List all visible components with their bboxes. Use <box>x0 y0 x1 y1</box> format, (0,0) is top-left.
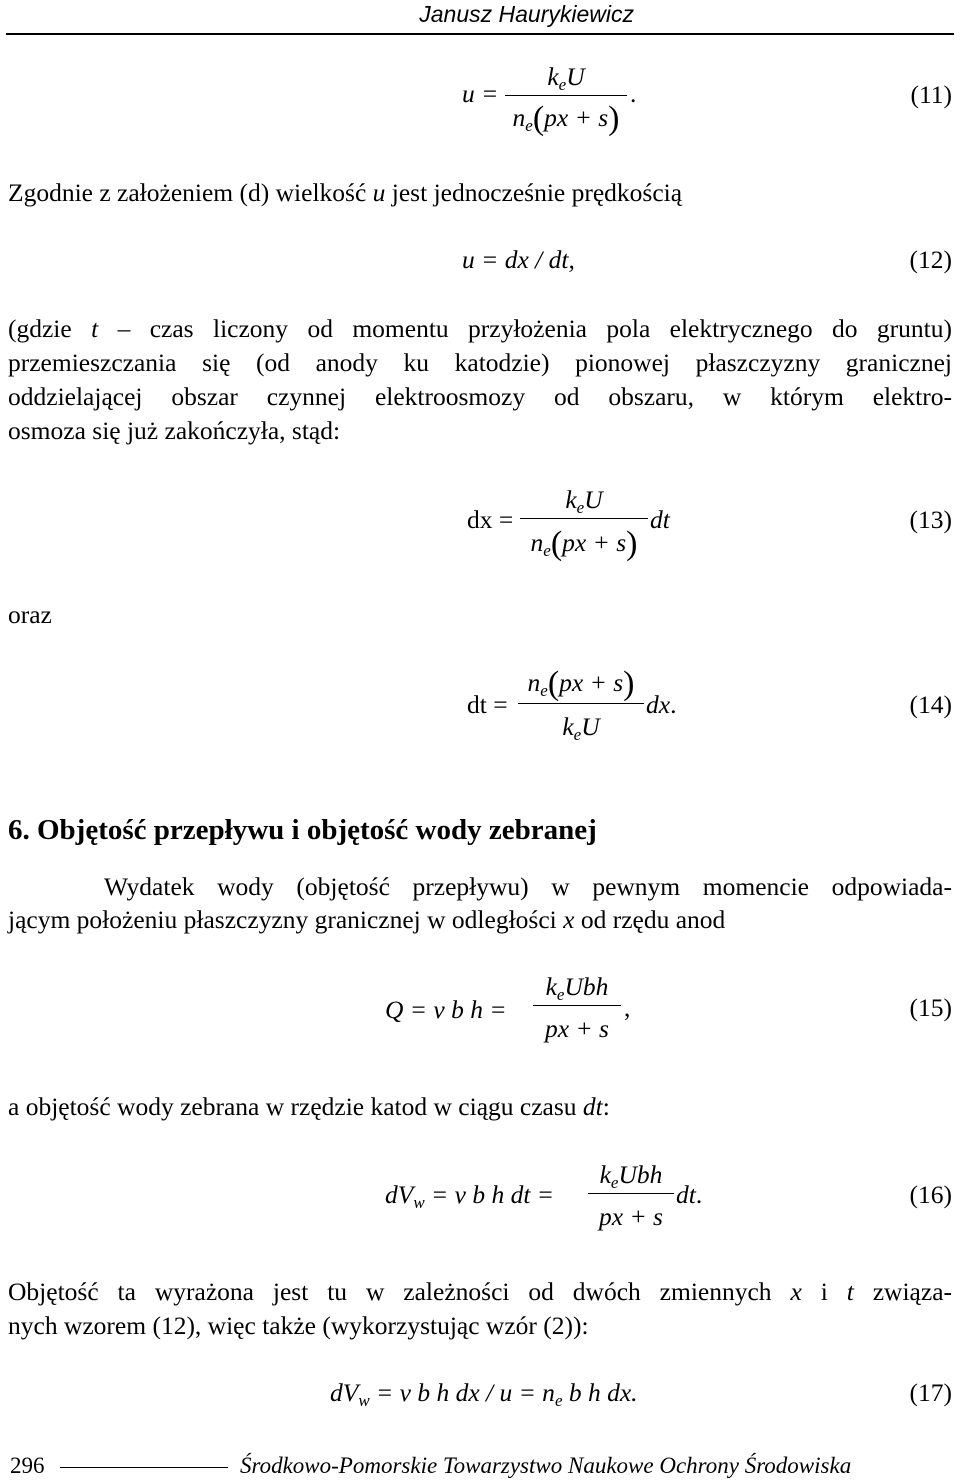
eq14-dx: dx <box>646 690 671 719</box>
eq16-numerator: $k_eUbh$ <box>599 1160 663 1192</box>
running-header-author: Janusz Haurykiewicz <box>419 1 634 27</box>
eq13-numerator: $k_eU$ <box>565 485 603 517</box>
paragraph-3-line-2: jącym położeniu płaszczyzny granicznej w odległości x od rzędu anod <box>8 905 726 934</box>
eq13-number: (13) <box>909 505 952 534</box>
eq12-body: u = dx / dt, <box>462 245 575 274</box>
eq16-number: (16) <box>909 1180 952 1209</box>
eq13-lhs: dx = <box>467 505 514 534</box>
eq11-denominator: $n_e(px + s)$ <box>512 100 620 137</box>
eq14-number: (14) <box>909 690 952 719</box>
paragraph-3-line-1: Wydatek wody (objętość przepływu) w pewnym momencie odpowiada- <box>104 872 952 901</box>
eq14-lhs: dt = <box>467 690 508 719</box>
eq16-dt: dt <box>676 1180 696 1209</box>
paragraph-1: Zgodnie z założeniem (d) wielkość u jest jednocześnie prędkością <box>8 178 683 207</box>
eq15-numerator: $k_eUbh$ <box>545 972 609 1004</box>
paragraph-5-line-1: Objętość ta wyrażona jest tu w zależności od dwóch zmiennych x i t związa- <box>8 1277 953 1306</box>
page-number: 296 <box>10 1453 45 1478</box>
paragraph-2-line-4: osmoza się już zakończyła, stąd: <box>8 416 341 445</box>
paragraph-2-line-1: (gdzie t – czas liczony od momentu przyłożenia pola elektrycznego do gruntu) <box>8 314 952 343</box>
eq15-fraction-line <box>533 1005 621 1006</box>
eq17-number: (17) <box>909 1378 952 1407</box>
eq11-fraction-line <box>505 95 627 96</box>
eq15-comma: , <box>624 993 631 1022</box>
eq15-number: (15) <box>909 993 952 1022</box>
eq16-lhs: $dV_w = v$ b h dt = <box>385 1180 554 1212</box>
footer-rule <box>60 1467 228 1468</box>
paragraph-2-line-3: oddzielającej obszar czynnej elektroosmozy od obszaru, w którym elektro- <box>8 382 952 411</box>
eq13-dt: dt <box>650 505 670 534</box>
journal-name: Środkowo-Pomorskie Towarzystwo Naukowe Ochrony Środowiska <box>240 1453 852 1478</box>
eq14-numerator: $n_e(px + s)$ <box>527 665 635 702</box>
eq11-numerator: $k_eU$ <box>547 62 585 94</box>
header-rule <box>6 33 954 35</box>
eq14-denominator: $k_eU$ <box>562 712 600 744</box>
eq13-denominator: $n_e(px + s)$ <box>530 525 638 562</box>
eq15-lhs: Q = v b h = <box>385 995 507 1024</box>
paragraph-4: a objętość wody zebrana w rzędzie katod w ciągu czasu dt: <box>8 1092 610 1121</box>
eq11-period: . <box>630 79 637 108</box>
eq13-fraction-line <box>520 518 648 519</box>
section-heading: 6. Objętość przepływu i objętość wody zebranej <box>8 814 597 846</box>
eq16-denominator: px + s <box>599 1202 663 1231</box>
eq17-body: $dV_w = v$ b h dx / $u = n_e$ b h dx. <box>330 1378 638 1410</box>
eq16-fraction-line <box>588 1193 674 1194</box>
eq12-number: (12) <box>909 245 952 274</box>
paragraph-5-line-2: nych wzorem (12), więc także (wykorzystując wzór (2)): <box>8 1311 589 1340</box>
paragraph-2-line-2: przemieszczania się (od anody ku katodzie) pionowej płaszczyzny granicznej <box>8 348 952 377</box>
eq11-lhs: u = <box>462 79 499 108</box>
connector-oraz: oraz <box>8 600 52 629</box>
eq15-denominator: px + s <box>545 1014 609 1043</box>
eq11-number: (11) <box>910 80 952 109</box>
eq14-fraction-line <box>518 703 644 704</box>
